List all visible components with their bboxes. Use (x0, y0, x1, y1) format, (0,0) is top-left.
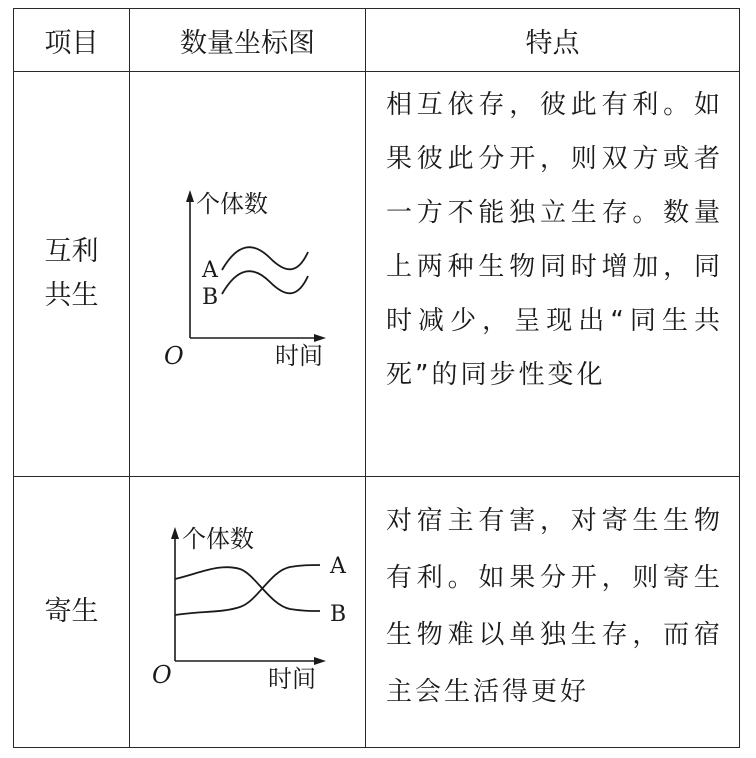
item-cell-parasitism (14, 477, 130, 748)
feature-cell-mutualism: 相互依存，彼此有利。如果彼此分开，则双方或者一方不能独立生存。数量上两种生物同时增加，同时减少，呈现出“同生共死”的同步性变化 (366, 72, 740, 477)
item-cell-mutualism (14, 72, 130, 477)
header-feature: 特点 (366, 9, 740, 72)
header-chart: 数量坐标图 (130, 9, 366, 72)
parasitism-chart (130, 477, 366, 747)
origin-label: O (164, 342, 184, 370)
series-b-curve (175, 567, 320, 611)
item-label: 寄生 (44, 596, 99, 627)
y-axis-label: 个体数 (182, 525, 254, 553)
x-axis-label: 时间 (268, 665, 316, 693)
x-axis-arrow-icon (314, 334, 326, 342)
item-label-line1: 互利 (44, 236, 99, 267)
series-b-label: B (330, 602, 347, 627)
table-row-parasitism (14, 477, 740, 748)
series-a-label: A (330, 554, 346, 579)
series-b-label: B (202, 285, 219, 310)
mutualism-chart (130, 72, 366, 476)
table-row-mutualism (14, 72, 740, 477)
y-axis-label: 个体数 (196, 190, 268, 218)
origin-label: O (152, 661, 172, 689)
comparison-table (13, 8, 740, 748)
comparison-table-frame (13, 8, 739, 746)
chart-cell-parasitism (130, 477, 366, 748)
y-axis-arrow-icon (186, 190, 194, 202)
series-b-curve (222, 271, 308, 294)
feature-cell-parasitism: 对宿主有害，对寄生生物有利。如果分开，则寄生生物难以单独生存，而宿主会生活得更好 (366, 477, 740, 748)
chart-cell-mutualism (130, 72, 366, 477)
series-a-curve (222, 247, 308, 270)
y-axis-arrow-icon (171, 527, 179, 539)
item-label-line2: 共生 (44, 280, 99, 311)
x-axis-label: 时间 (275, 342, 323, 370)
x-axis-arrow-icon (314, 657, 326, 665)
header-row (14, 9, 740, 72)
header-item: 项目 (14, 9, 130, 72)
series-a-label: A (202, 258, 218, 283)
